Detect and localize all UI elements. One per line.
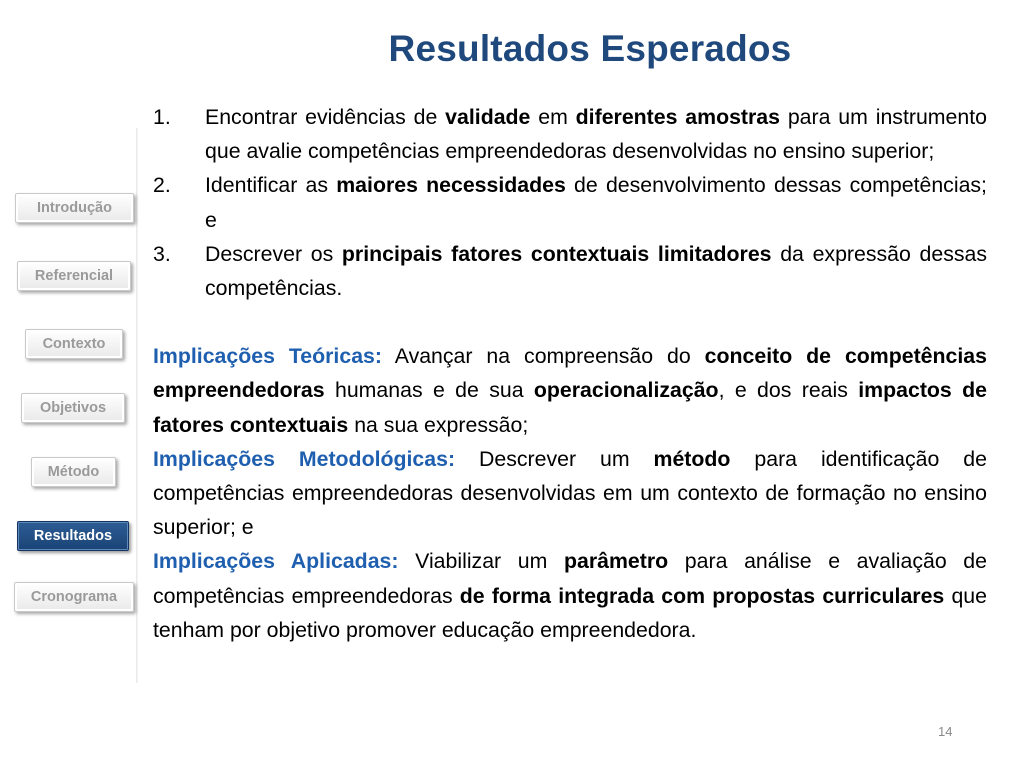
nav-button-cronograma[interactable]: Cronograma xyxy=(14,582,134,612)
bold-text: conceito de competências empreendedoras xyxy=(153,344,987,403)
text-run: da expressão dessas competências. xyxy=(205,241,987,301)
nav-button-referencial[interactable]: Referencial xyxy=(17,261,131,291)
nav-button-objetivos[interactable]: Objetivos xyxy=(21,393,125,423)
bold-text: principais fatores contextuais limitadores xyxy=(341,241,772,266)
text-run: na sua expressão; xyxy=(348,412,529,437)
bold-text: impactos de fatores contextuais xyxy=(153,378,987,437)
page-number: 14 xyxy=(938,724,953,739)
text-run: que tenham por objetivo promover educação empreendedora. xyxy=(153,583,987,642)
bold-text: validade xyxy=(445,105,531,129)
list-number: 1. xyxy=(153,105,171,129)
nav-button-metodo[interactable]: Método xyxy=(31,457,116,487)
nav-button-resultados[interactable]: Resultados xyxy=(17,521,129,551)
text-run: Descrever um xyxy=(455,446,654,471)
text-run: em xyxy=(530,105,576,129)
nav-divider xyxy=(136,128,138,683)
list-number: 2. xyxy=(153,173,171,198)
text-run: Avançar na compreensão do xyxy=(381,344,705,369)
list-item xyxy=(153,168,987,236)
text-run: Encontrar evidências de xyxy=(205,105,446,129)
bold-text: operacionalização xyxy=(533,378,719,403)
bold-text: parâmetro xyxy=(564,549,669,574)
highlight-label: Implicações Teóricas: xyxy=(153,344,382,369)
text-run: para análise e avaliação de competências empreendedoras xyxy=(153,549,987,608)
highlight-label: Implicações Metodológicas: xyxy=(153,446,456,471)
implicacoes-metodologicas-paragraph xyxy=(153,442,987,545)
slide-body xyxy=(153,100,987,647)
text-run: Viabilizar um xyxy=(398,549,565,574)
slide-title: Resultados Esperados xyxy=(388,28,792,69)
list-number: 3. xyxy=(153,241,171,266)
bold-text: método xyxy=(653,446,731,471)
list-item xyxy=(153,100,987,168)
text-run: para um instrumento que avalie competências empreendedoras desenvolvidas no ensino superior; xyxy=(205,105,987,164)
list-item xyxy=(153,237,987,305)
bold-text: de forma integrada com propostas curriculares xyxy=(459,583,945,608)
bold-text: maiores necessidades xyxy=(336,173,566,198)
implicacoes-teoricas-paragraph xyxy=(153,339,987,442)
text-run: humanas e de sua xyxy=(324,378,534,403)
implicacoes-aplicadas-paragraph xyxy=(153,544,987,647)
nav-button-introducao[interactable]: Introdução xyxy=(15,193,134,223)
nav-button-contexto[interactable]: Contexto xyxy=(25,329,123,359)
text-run: para identificação de competências empreendedoras desenvolvidas em um contexto de formação no ensino superior; e xyxy=(153,446,987,540)
text-run: de desenvolvimento dessas competências; e xyxy=(205,173,987,232)
text-run: , e dos reais xyxy=(718,378,859,403)
text-run: Descrever os xyxy=(205,241,342,266)
objectives-list xyxy=(153,100,987,305)
paragraph-spacer xyxy=(153,305,987,339)
text-run: Identificar as xyxy=(205,173,337,198)
bold-text: diferentes amostras xyxy=(575,105,780,129)
highlight-label: Implicações Aplicadas: xyxy=(153,549,399,574)
